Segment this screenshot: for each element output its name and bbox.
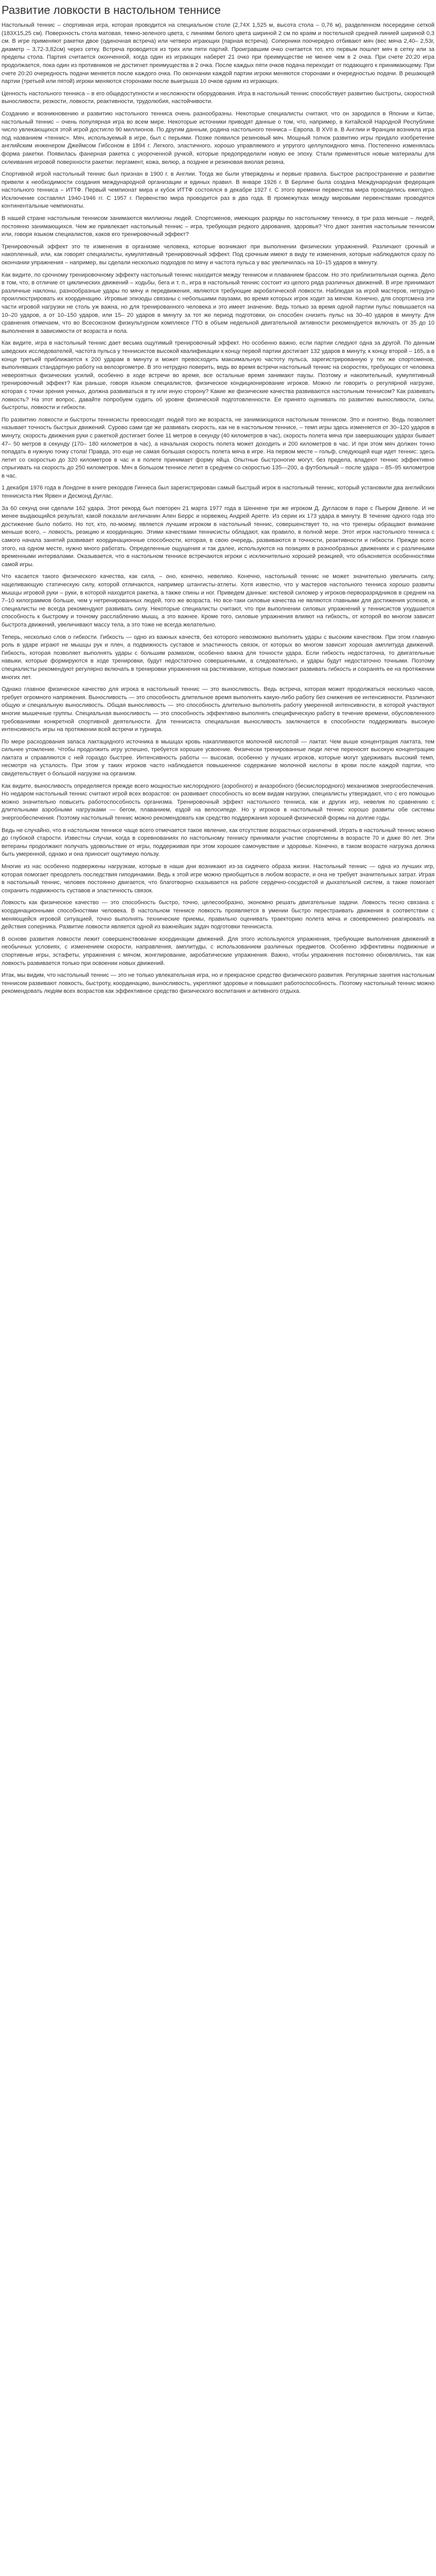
article-paragraph: В нашей стране настольным теннисом занимаются миллионы людей. Спортсменов, имеющих разряды по настольному теннису, в три раза меньше – людей, постоянно занимающихся. Чем же привлекает настольный теннис – игра, требующая редкого дарования, здоровья? Что дают занятия настольным теннисом или, говоря языком специалистов, каков его тренировочный эффект?	[2, 215, 434, 238]
article-body	[2, 22, 434, 996]
article-paragraph: Ловкость как физическое качество — это способность быстро, точно, целесообразно, экономно решать двигательные задачи. Ловкость тесно связана с координационными способностями человека. В настольном теннисе ловкость проявляется в умении быстро перестраивать движения в соответствии с меняющейся игровой ситуацией, точно выполнять технические приемы, правильно оценивать траекторию полета мяча и своевременно реагировать на действия соперника. Развитие ловкости является одной из важнейших задач подготовки теннисиста.	[2, 900, 434, 930]
article-paragraph: По мере расходования запаса лактацидного источника в мышцах кровь накапливаются молочной кислотой — лактат. Чем выше концентрация лактата, тем сильнее утомление. Чтобы продолжить игру успешно, требуется хорошее усвоение. Физически тренированные люди легче переносят высокую концентрацию лактата и справляются с ней гораздо быстрее. Интенсивность работы — высокая, особенно у лучших игроков, которые могут удерживать высокий темп, несмотря на усталость. При этом у таких игроков часто наблюдается повышенное содержание молочной кислоты в крови после каждой партии, что свидетельствует о большой нагрузке на организм.	[2, 738, 434, 777]
article-paragraph: Ведь не случайно, что в настольном теннисе чаще всего отмечается такое явление, как отсутствие возрастных ограничений. Играть в настольный теннис можно до глубокой старости. Известны случаи, когда в соревнованиях по настольному теннису принимали участие спортсмены в возрасте 70 и даже 80 лет. Эти ветераны продолжают получать удовольствие от игры, поддерживая при этом хорошее самочувствие и здоровье. Конечно, в таком возрасте нагрузка должна быть умеренной, однако и она приносит ощутимую пользу.	[2, 827, 434, 858]
article-paragraph: Однако главное физическое качество для игрока в настольный теннис — это выносливость. Ведь встреча, которая может продолжаться несколько часов, требует огромного напряжения. Выносливость — это способность длительное время выполнять какую-либо работу без снижения ее интенсивности. Различают общую и специальную выносливость. Общая выносливость — это способность длительно выполнять работу умеренной интенсивности, в которой участвуют многие мышечные группы. Специальная выносливость — это способность эффективно выполнять специфическую работу в течение времени, обусловленного требованиями конкретной спортивной деятельности. Для теннисиста специальная выносливость заключается в способности поддерживать высокую интенсивность игры на протяжении всей встречи и турнира.	[2, 686, 434, 733]
article-paragraph: 1 декабря 1976 года в Лондоне в книге рекордов Гиннеса был зарегистрирован самый быстрый игрок в настольный теннис, который установили два английских теннисиста Ник Ярвен и Десмонд Дуглас.	[2, 485, 434, 500]
article-paragraph: Ценность настольного тенниса – в его общедоступности и несложности оборудования. Игра в настольный теннис способствует развитию быстроты, скоростной выносливости, резкости, ловкости, реактивности, трудолюбия, настойчивости.	[2, 90, 434, 105]
article-paragraph: Тренировочный эффект это те изменения в организме человека, которые возникают при выполнении физических упражнений. Различают срочный и накопленный, или, как говорят специалисты, кумулятивный тренировочный эффект. Под срочным имеют в виду те изменения, которые наблюдаются сразу по окончании упражнения – например, вы сделали несколько подходов по мячу и частота пульса у вас увеличилась на 10–15 ударов в минуту.	[2, 243, 434, 266]
article-page	[0, 0, 436, 1002]
article-paragraph: Настольный теннис – спортивная игра, которая проводится на специальном столе (2,74Х 1,525 м, высота стола – 0,76 м), разделенном посередине сеткой (183Х15,25 см). Поверхность стола матовая, темно-зеленого цвета, с линиями белого цвета шириной 2 см по краям и постельной средней линией шириной 0,3 см. В игре применяют ракетки двое (одиночная встреча) или четверо играющих (парная встреча). Соперники поочередно отбивают мяч (вес мяча 2,40– 2,53г, диаметр – 3,72-3,82см) через сетку. Встреча проводится из трех или пяти партий. Проигравшим очко считается тот, кто первым пошлет мяч в сетку или за пределы стола. Партия считается оконченной, когда один из играющих наберет 21 очко при преимуществе не менее чем в 2 очка. При счете 20:20 игра продолжается, пока один из противников не достигнет преимущества в 2 очка. После каждых пяти очков подача переходит от подающего к принимающему. При счете 20:20 очередность подачи меняется после каждого очка. По окончании каждой партии игроки меняются сторонами и очередностью подачи. В решающей партии (третьей или пятой) игроки меняются сторонами после выигрыша 10 очков одним из играющих.	[2, 22, 434, 85]
article-paragraph: Многие из нас особенно подвержены нагрузкам, которые в наши дни возникают из-за сидячего образа жизни. Настольный теннис — одна из лучших игр, которая помогает преодолеть последствия гиподинамии. Ведь к этой игре можно приобщиться в любом возрасте, и она не требует значительных затрат. Играя в настольный теннис, человек постоянно двигается, что благотворно сказывается на работе сердечно-сосудистой и дыхательной систем, а также помогает сохранить подвижность суставов и эластичность связок.	[2, 863, 434, 894]
article-paragraph: Как видите, по срочному тренировочному эффекту настольный теннис находится между теннисом и плаванием брассом. Но это приблизительная оценка. Дело в том, что, в отличие от циклических движений – ходьбы, бега и т. п., игра в настольный теннис состоит из целого ряда различных движений. В игре принимают различные наклоны, разнообразные удары по мячу и передвижения, являются требующие акробатической ловкости. Наблюдая за игрой мастеров, нетрудно проиллюстрировать их координацию. Игровые эпизоды связаны с небольшими паузами, во время которых игрок ходит за мячом. Конечно, для спортсмена эти части игровой нагрузки не столь уж важна, но для тренированного человека и это имеет значение. Ведь только за время одной партии пульс повышается на 10–20 ударов, а от 10–150 ударов, или 15– 20 ударов в минуту за тот же период подготовки, он способен снизить пульс на 30–40 ударов в минуту. Для сравнения отмечаем, что во Всесоюзном физкультурном комплексе ГТО в объем недельной двигательной активности рекомендуется включать от 35 до 10 выполнения в зависимости от возраста и пола.	[2, 272, 434, 334]
article-paragraph: За 60 секунд они сделали 162 удара. Этот рекорд был повторен 21 марта 1977 года в Шеннене три же игроком Д. Дугласом в паре с Пьером Девеле. И не менее выдающийся результат, какой показали англичанин Ален Беррс и норвежец Андрей Арегге. Из серии их 173 удара в минуту. В течение одного года это достижение было побито. Но тот, кто, по-моему, является лучшим игроком в настольный теннис, совершенствует то, на что тренеры обращают внимание меньше всего, – ловкость, реакцию и координацию. Этими качествами теннисисты обладают, как правило, в полной мере. Этот игрок настольного тенниса с самого начала занятий развивает координационные способности, которая, в свою очередь, развиваются в точности, реактивности и гибкости. Прежде всего этого, на одном месте, нужно много работать. Определенные ощущения и так далее, используются на позициях в разнообразных движениях и с различными временными интервалами. Оказывается, что в настольном теннисе встречаются игроки с исключительно хорошей реакцией, что объясняется особенностями самой игры.	[2, 505, 434, 568]
article-paragraph: В основе развития ловкости лежит совершенствование координации движений. Для этого используются упражнения, требующие выполнения движений в необычных условиях, с изменением скорости, направления, амплитуды, с использованием различных предметов. Особенно эффективны подвижные и спортивные игры, эстафеты, упражнения с мячом, жонглирование, акробатические упражнения. Важно, чтобы упражнения постоянно обновлялись, так как ловкость развивается только при освоении новых движений.	[2, 936, 434, 967]
article-paragraph: Как видите, игра в настольный теннис дает весьма ощутимый тренировочный эффект. Но особенно важно, если партии следуют одна за другой. По данным шведских исследователей, частота пульса у теннисистов высокой квалификации к концу первой партии достигает 132 ударов в минуту, к концу второй – 165, а в конце третьей приближается к 200 ударам в минуту и может превосходить максимальную частоту пульса, зарегистрированную у тех же спортсменов, выполнявших стандартную работу на велоэргометре. В это нетрудно поверить, ведь во время встречи настольный теннис на скоростях, требующих от человека невероятных физических усилий, особенно в ходе встречи во время, все остальные время занимают паузы. Поэтому и накопительный, кумулятивный тренировочный эффект? Как раньше, говоря языком специалистов, физическое кондиционирование игроков. Можно ли говорить о регулярной нагрузке, которая с точки зрения ученых, должна развиваться в ту или иную сторону? Какие же физические качества развиваются настольным теннисом? Как развивать ловкость? На этот вопрос, давайте попробуем судить об уровне физической подготовленности. Ее принято оценивать по развитию выносливости, силы, быстроты, ловкости и гибкости.	[2, 340, 434, 411]
article-paragraph: Что касается такого физического качества, как сила, – оно, конечно, невелико. Конечно, настольный теннис не может значительно увеличить силу, нацеливающую статическую силу, которой отличаются, например штангисты-атлеты. Хотя известно, что у мастеров настольного тенниса хорошо развиты мышцы игровой руки – руки, в которой находится ракетка, а также спины и ног. Приведем данные: кистевой силомер у игроков-перворазрядников в среднем на 7–10 килограммов больше, чем у нетренированных людей, того же возраста. Но все-таки силовые качества не являются главными для достижения успехов, и специалисты не всегда рекомендуют развивать силу. Некоторые специалисты считают, что при выполнении силовых упражнений у теннисистов ухудшается способность к быстрому и точному расслаблению мышц, а это важнее. Кроме того, силовые упражнения влияют на гибкость, от которой во многом зависят быстрота движений, увеличивают массу тела, а это тоже не всегда желательно.	[2, 573, 434, 628]
article-title: Развитие ловкости в настольном теннисе	[2, 4, 221, 16]
article-paragraph: Созданию и возникновению и развитию настольного тенниса очень разнообразны. Некоторые специалисты считают, что он зародился в Японии и Китае, настольный теннис – очень популярная игра во всем мире. Некоторые источники приводят данные о том, что, например, в Китайской Народной Республике число увлекающихся этой игрой достигло 90 миллионов. По другим данным, родина настольного тенниса – Европа. В XVII в. В Англии и Франции возникла игра под названием «теннис». Мяч, используемый в игре, был с перьями. Позже появился резиновый мяч. Мощный толчок развитию игры придало изобретение английским инженером Джеймсом Гибсоном в 1894 г. Легкого, эластичного, хорошо управляемого и упругого целлулоидного мяча. Постепенно изменялась форма ракетки. Появилась фанерная ракетка с укороченной ручкой, которые предопределили новую ее эпоху. Стали применяться новые материалы для склеивания игровой поверхности ракетки: пергамент, кожа, велюр, а позднее и резиновая виолая резина.	[2, 110, 434, 165]
article-paragraph: По развитию ловкости и быстроты теннисисты превосходят людей того же возраста, не занимающихся настольным теннисом. Это и понятно. Ведь позволяет называет точность быстрых движений. Сурово сами где же развивать скорость, как не в настольном теннисе, – темп игры здесь изменяется от 30–120 ударов в минуту, скорость движения руки с ракеткой достигает более 11 метров в секунду (40 километров в час), скорость полета мяча при завершающих ударах бывает 47– 50 метров в секунду (170– 180 километров в час), а начальная скорость полета может доходить и 200 километров в час. И при этом мяч должен точно попадать в нужную точку стола! Правда, это еще не самая большая скорость полета мяча в игре. На первом месте – гольф, следующей еще идет теннис: здесь летит со скоростью до 320 километров в час и в полете принимает форму яйца. Опытные быстроногие могут, без предела, владеют теннис эффективно спрыгивать на скорость до 250 километров. Мяч в большом теннисе летит в среднем со скоростью 135—200, а футбольный – после удара – 85–95 километров в час.	[2, 416, 434, 479]
article-paragraph: Итак, мы видим, что настольный теннис — это не только увлекательная игра, но и прекрасное средство физического развития. Регулярные занятия настольным теннисом развивают ловкость, быстроту, координацию, выносливость, укрепляют здоровье и повышают работоспособность. Поэтому настольный теннис можно рекомендовать людям всех возрастов как эффективное средство физического воспитания и активного отдыха.	[2, 972, 434, 995]
article-paragraph: Теперь, несколько слов о гибкости. Гибкость — одно из важных качеств, без которого невозможно выполнить удары с высоким качеством. При этом главную роль в ударе играют не мышцы рук и плеч, а подвижность суставов и эластичность связок, от которых во многом зависит хорошая амплитуда движений. Гибкость, которая позволяет выполнять удары с большим размахом, особенно важна для точности удара. Если гибкость недостаточна, то двигательные навыки, которые формируются в ходе тренировки, будут недостаточно совершенными, а следовательно, и удары будут недостаточно точными. Поэтому специалисты рекомендуют регулярно включать в тренировки упражнения на растягивание, которые помогают развивать гибкость и сохранять ее на протяжении многих лет.	[2, 634, 434, 681]
article-paragraph: Как видите, выносливость определяется прежде всего мощностью кислородного (аэробного) и анаэробного (бескислородного) механизмов энергообеспечения. Но недаром настольный теннис считают игрой всех возрастов: он развивает способность ко всем видам нагрузки, специалисты утверждают, что с его помощью можно значительно повысить работоспособность организма. Тренировочный эффект настольного тенниса, как и других игр, невелик по сравнению с длительными аэробными нагрузками — бегом, плаванием, ездой на велосипеде. Но у игроков в настольный теннис хорошо развиты обе системы энергообеспечения. Поэтому настольный теннис можно рекомендовать как средство поддержания хорошей физической формы на долгие годы.	[2, 783, 434, 822]
article-paragraph: Спортивной игрой настольный теннис был признан в 1900 г. в Англии. Тогда же были утверждены и первые правила. Быстрое распространение и развитие привели к необходимости создания международной организации и единых правил. В январе 1926 г. В Берлине была создана Международная федерация настольного тенниса – ИТТФ. Первый чемпионат мира и кубок ИТТФ состоялся в декабре 1927 г. С этого времени первенства мира проводились ежегодно. Исключение составлял 1940-1946 гг. С 1957 г. Первенство мира проводится раз в два года. В промежутках между мировыми первенствами проводятся континентальные чемпионаты.	[2, 171, 434, 210]
